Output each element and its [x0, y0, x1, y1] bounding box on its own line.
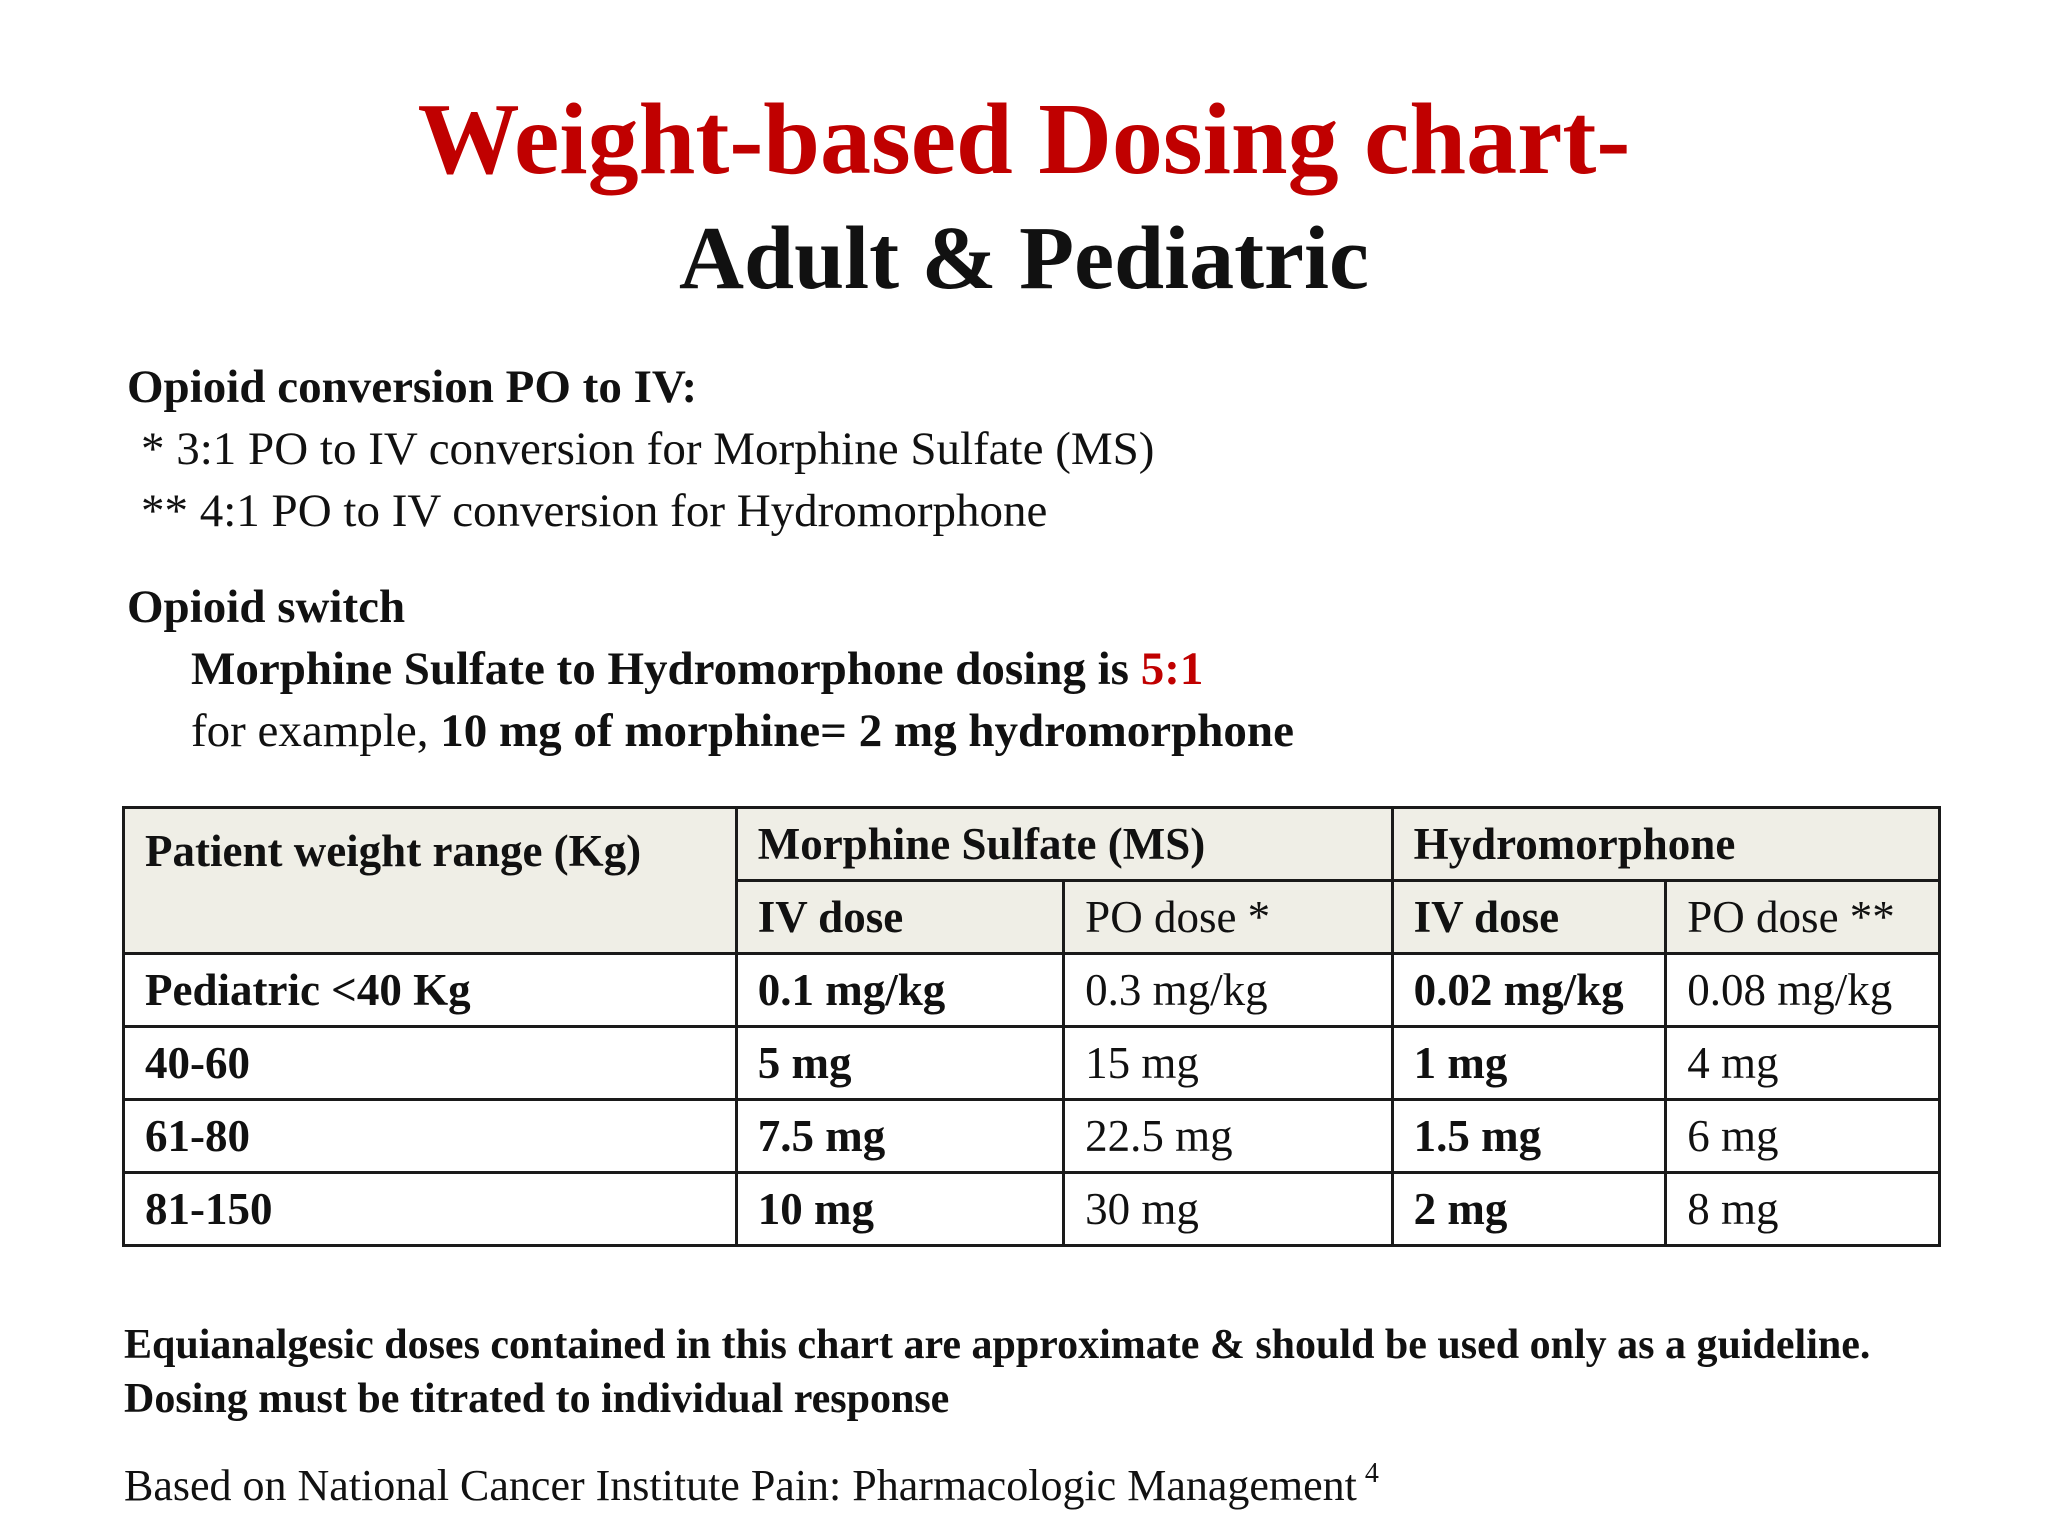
cell-weight: Pediatric <40 Kg — [124, 954, 737, 1027]
table-row — [124, 1173, 1940, 1246]
dosing-table — [122, 806, 1941, 1247]
switch-section — [127, 576, 1294, 762]
switch-example-bold: 10 mg of morphine= 2 mg hydromorphone — [440, 705, 1294, 757]
table-row — [124, 1027, 1940, 1100]
switch-line-ratio — [127, 638, 1294, 700]
cell-hm-po: 6 mg — [1666, 1100, 1940, 1173]
header-weight-range: Patient weight range (Kg) — [124, 808, 737, 954]
conversion-heading: Opioid conversion PO to IV: — [127, 361, 698, 413]
subheader-ms-iv: IV dose — [736, 881, 1063, 954]
switch-example-prefix: for example, — [191, 705, 429, 757]
cell-ms-iv: 10 mg — [736, 1173, 1063, 1246]
cell-ms-iv: 7.5 mg — [736, 1100, 1063, 1173]
switch-ratio-value: 5:1 — [1140, 643, 1204, 695]
table-header-row — [124, 808, 1940, 881]
cell-ms-iv: 0.1 mg/kg — [736, 954, 1063, 1027]
cell-hm-iv: 0.02 mg/kg — [1392, 954, 1666, 1027]
table-row — [124, 1100, 1940, 1173]
cell-hm-po: 8 mg — [1666, 1173, 1940, 1246]
source-text: Based on National Cancer Institute Pain: Pharmacologic Management — [124, 1461, 1357, 1510]
source-citation — [124, 1446, 1379, 1514]
disclaimer-text: Equianalgesic doses contained in this chart are approximate & should be used only as a guideline. Dosing must be titrated to individual response — [124, 1322, 1871, 1422]
switch-heading: Opioid switch — [127, 581, 406, 633]
table-row — [124, 954, 1940, 1027]
source-reference: 4 — [1364, 1458, 1379, 1489]
cell-ms-po: 22.5 mg — [1064, 1100, 1392, 1173]
cell-hm-iv: 1 mg — [1392, 1027, 1666, 1100]
header-morphine-sulfate: Morphine Sulfate (MS) — [736, 808, 1392, 881]
cell-weight: 40-60 — [124, 1027, 737, 1100]
page-subtitle: Adult & Pediatric — [679, 209, 1369, 308]
cell-weight: 81-150 — [124, 1173, 737, 1246]
cell-hm-iv: 1.5 mg — [1392, 1100, 1666, 1173]
cell-ms-iv: 5 mg — [736, 1027, 1063, 1100]
conversion-line-ms: * 3:1 PO to IV conversion for Morphine Sulfate (MS) — [141, 423, 1155, 475]
subheader-ms-po: PO dose * — [1064, 881, 1392, 954]
cell-hm-iv: 2 mg — [1392, 1173, 1666, 1246]
cell-hm-po: 4 mg — [1666, 1027, 1940, 1100]
subheader-hm-iv: IV dose — [1392, 881, 1666, 954]
cell-ms-po: 15 mg — [1064, 1027, 1392, 1100]
cell-hm-po: 0.08 mg/kg — [1666, 954, 1940, 1027]
cell-weight: 61-80 — [124, 1100, 737, 1173]
switch-ratio-text: Morphine Sulfate to Hydromorphone dosing is — [191, 643, 1129, 695]
conversion-line-hydromorphone: ** 4:1 PO to IV conversion for Hydromorphone — [141, 485, 1048, 537]
header-hydromorphone: Hydromorphone — [1392, 808, 1939, 881]
switch-line-example — [127, 700, 1294, 762]
subheader-hm-po: PO dose ** — [1666, 881, 1940, 954]
conversion-section — [127, 356, 1154, 542]
cell-ms-po: 0.3 mg/kg — [1064, 954, 1392, 1027]
page-title: Weight-based Dosing chart- — [417, 83, 1631, 196]
cell-ms-po: 30 mg — [1064, 1173, 1392, 1246]
